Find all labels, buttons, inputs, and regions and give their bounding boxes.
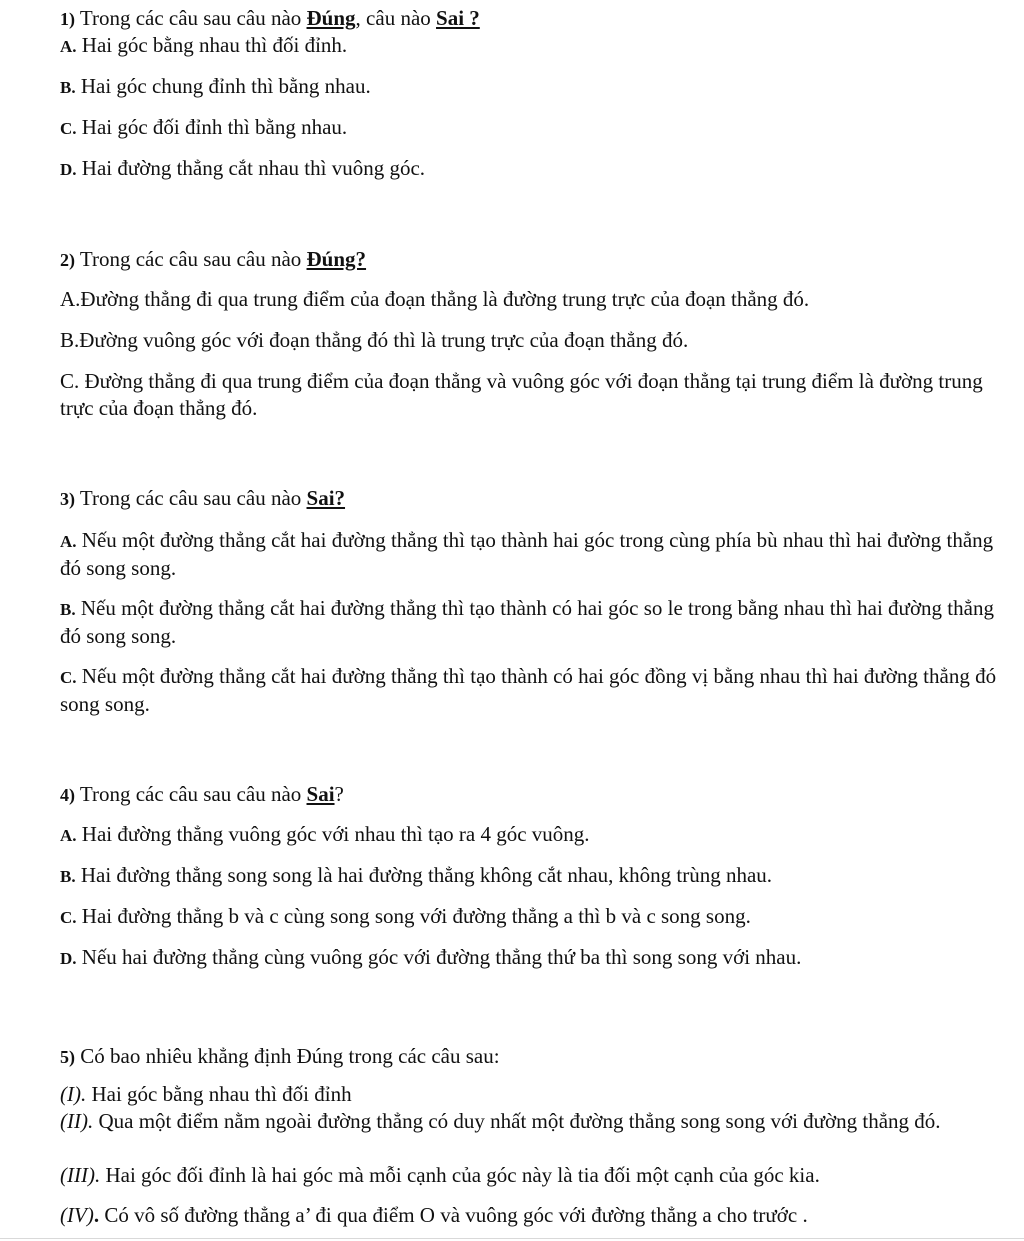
- q1-number: 1): [60, 9, 75, 29]
- q2-keyword-correct: Đúng?: [306, 247, 367, 271]
- q3-prompt: 3) Trong các câu sau câu nào Sai?: [60, 486, 346, 510]
- q3-keyword-wrong: Sai?: [306, 486, 346, 510]
- q1-option-c: C. Hai góc đối đỉnh thì bằng nhau.: [60, 115, 348, 139]
- q5-item-4: (IV). Có vô số đường thẳng a’ đi qua điểm O và vuông góc với đường thẳng a cho trước .: [60, 1203, 808, 1227]
- q3-option-b: B. Nếu một đường thẳng cắt hai đường thẳng thì tạo thành có hai góc so le trong bằng nhau thì hai đường thẳng đó song song.: [60, 596, 994, 648]
- q5-prompt: 5) Có bao nhiêu khẳng định Đúng trong các câu sau:: [60, 1044, 500, 1068]
- q4-prompt: 4) Trong các câu sau câu nào Sai?: [60, 782, 344, 806]
- q4-option-a: A. Hai đường thẳng vuông góc với nhau thì tạo ra 4 góc vuông.: [60, 822, 590, 846]
- q2-option-a: A.Đường thẳng đi qua trung điểm của đoạn thẳng là đường trung trực của đoạn thẳng đó.: [60, 287, 810, 311]
- q4-option-d: D. Nếu hai đường thẳng cùng vuông góc với đường thẳng thứ ba thì song song với nhau.: [60, 945, 802, 969]
- q1-keyword-correct: Đúng: [306, 6, 356, 30]
- q1-option-b: B. Hai góc chung đỉnh thì bằng nhau.: [60, 74, 371, 98]
- q3-option-c: C. Nếu một đường thẳng cắt hai đường thẳng thì tạo thành có hai góc đồng vị bằng nhau thì hai đường thẳng đó song song.: [60, 664, 997, 716]
- q5-item-1: (I). Hai góc bằng nhau thì đối đỉnh: [60, 1082, 352, 1106]
- q1-keyword-wrong: Sai ?: [436, 6, 480, 30]
- q5-number: 5): [60, 1047, 75, 1067]
- q5-item-2: (II). Qua một điểm nằm ngoài đường thẳng có duy nhất một đường thẳng song song với đường thẳng đó.: [60, 1109, 941, 1133]
- q1-prompt: 1) Trong các câu sau câu nào Đúng, câu nào Sai ?: [60, 6, 480, 30]
- q4-option-c: C. Hai đường thẳng b và c cùng song song với đường thẳng a thì b và c song song.: [60, 904, 751, 928]
- page-bottom-divider: [0, 1238, 1024, 1239]
- q3-number: 3): [60, 489, 75, 509]
- q4-keyword-wrong: Sai: [306, 782, 335, 806]
- q2-prompt: 2) Trong các câu sau câu nào Đúng?: [60, 247, 367, 271]
- q4-option-b: B. Hai đường thẳng song song là hai đường thẳng không cắt nhau, không trùng nhau.: [60, 863, 773, 887]
- q4-number: 4): [60, 785, 75, 805]
- q1-option-d: D. Hai đường thẳng cắt nhau thì vuông góc.: [60, 156, 426, 180]
- q2-option-c: C. Đường thẳng đi qua trung điểm của đoạn thẳng và vuông góc với đoạn thẳng tại trung điểm là đường trung trực của đoạn thẳng đó.: [60, 369, 983, 420]
- q1-option-a: A. Hai góc bằng nhau thì đối đỉnh.: [60, 33, 348, 57]
- q2-number: 2): [60, 250, 75, 270]
- q2-option-b: B.Đường vuông góc với đoạn thẳng đó thì là trung trực của đoạn thẳng đó.: [60, 328, 689, 352]
- q5-item-3: (III). Hai góc đối đỉnh là hai góc mà mỗi cạnh của góc này là tia đối một cạnh của góc kia.: [60, 1163, 820, 1187]
- q3-option-a: A. Nếu một đường thẳng cắt hai đường thẳng thì tạo thành hai góc trong cùng phía bù nhau thì hai đường thẳng đó song song.: [60, 528, 994, 580]
